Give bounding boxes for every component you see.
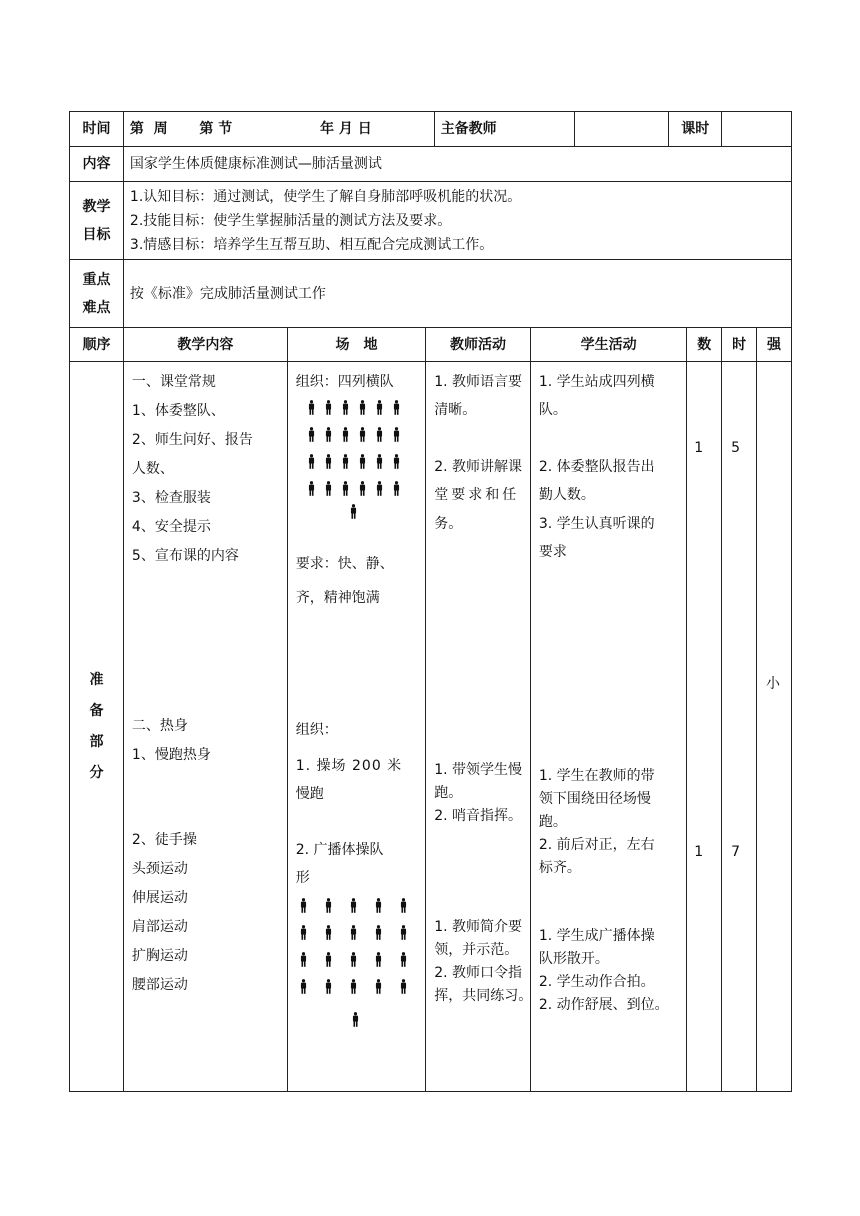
student-line: 2. 前后对正，左右 [538, 837, 655, 853]
student-figure-icon [325, 481, 332, 496]
student-line: 1. 学生站成四列横 [538, 374, 655, 390]
content-line: 2、师生问好、报告 [131, 432, 253, 448]
student-figure-icon [308, 400, 315, 415]
teacher-line: 务。 [434, 516, 463, 532]
objective-item: 2.技能目标：使学生掌握肺活量的测试方法及要求。 [129, 212, 452, 229]
intensity-cell [757, 362, 792, 1092]
teacher-line: 跑。 [434, 785, 463, 801]
venue-exercise-1: 2. 广播体操队 [295, 842, 384, 858]
content-row [70, 147, 792, 182]
content-line: 2、徒手操 [131, 832, 197, 848]
key-points-label [70, 260, 124, 328]
student-line: 标齐。 [538, 860, 581, 876]
key-points-label-line-1: 重点 [82, 271, 111, 288]
teacher-line: 1. 教师语言要 [434, 374, 523, 390]
content-line: 扩胸运动 [131, 948, 188, 964]
student-figure-icon [400, 898, 407, 913]
student-figure-icon [325, 925, 332, 940]
content-value: 国家学生体质健康标准测试—肺活量测试 [123, 147, 791, 182]
class-hours-value [722, 112, 792, 147]
student-figure-icon [376, 427, 383, 442]
lesson-plan-page [69, 111, 792, 1092]
student-figure-icon [393, 454, 400, 469]
teacher-line: 挥，共同练习。 [434, 988, 533, 1004]
student-line: 2. 体委整队报告出 [538, 459, 655, 475]
student-figure-icon [400, 979, 407, 994]
student-figure-icon [325, 979, 332, 994]
column-header-row [70, 328, 792, 362]
student-figure-icon [300, 952, 307, 967]
student-figure-icon [300, 979, 307, 994]
teacher-line: 1. 教师简介要 [434, 919, 523, 935]
student-figure-icon [308, 427, 315, 442]
student-figure-icon [375, 898, 382, 913]
objectives-row [70, 182, 792, 260]
student-figure-icon [393, 427, 400, 442]
student-figure-icon [342, 400, 349, 415]
student-figure-icon [342, 427, 349, 442]
student-figure-icon [393, 400, 400, 415]
count-value: 1 [694, 440, 704, 456]
objective-item: 3.情感目标：培养学生互帮互助、相互配合完成测试工作。 [129, 236, 494, 253]
student-figure-icon [375, 979, 382, 994]
student-figure-icon [375, 925, 382, 940]
header-row [70, 112, 792, 147]
student-figure-icon [376, 481, 383, 496]
column-content: 教学内容 [123, 328, 287, 362]
warmup-section-row [70, 362, 792, 1092]
teacher-activity-cell [426, 362, 531, 1092]
venue-org-1: 组织：四列横队 [295, 374, 394, 390]
content-line: 4、安全提示 [131, 519, 211, 535]
content-label: 内容 [70, 147, 124, 182]
column-intensity: 强 [757, 328, 792, 362]
student-figure-icon [325, 898, 332, 913]
objectives-list [123, 182, 791, 260]
section-label-char: 备 [89, 702, 104, 719]
student-figure-icon [300, 925, 307, 940]
student-figure-icon [359, 481, 366, 496]
objectives-label [70, 182, 124, 260]
student-figure-icon [350, 979, 357, 994]
student-line: 1. 学生成广播体操 [538, 928, 655, 944]
teacher-line: 领，并示范。 [434, 942, 519, 958]
venue-cell [287, 362, 425, 1092]
section-label [70, 362, 124, 1092]
teacher-line: 1. 带领学生慢 [434, 762, 523, 778]
objective-item: 1.认知目标：通过测试，使学生了解自身肺部呼吸机能的状况。 [129, 188, 522, 205]
student-line: 勤人数。 [538, 487, 595, 503]
content-line: 肩部运动 [131, 919, 188, 935]
date-cell [123, 112, 434, 147]
column-teacher: 教师活动 [426, 328, 531, 362]
teacher-line: 2. 哨音指挥。 [434, 808, 523, 824]
student-figure-icon [308, 454, 315, 469]
student-line: 跑。 [538, 814, 567, 830]
student-activity-cell [530, 362, 686, 1092]
content-warmup-list [132, 712, 211, 770]
teacher-line: 堂要求和任 [434, 487, 520, 503]
student-figure-icon [325, 427, 332, 442]
count-value: 1 [694, 844, 704, 860]
student-figure-icon [300, 898, 307, 913]
section-label-char: 分 [89, 764, 104, 781]
student-figure-icon [359, 400, 366, 415]
teacher-line: 清晰。 [434, 402, 477, 418]
column-order: 顺序 [70, 328, 124, 362]
content-line: 二、热身 [131, 718, 188, 734]
student-figure-icon [350, 952, 357, 967]
teacher-line: 2. 教师口令指 [434, 965, 523, 981]
student-figure-icon [350, 925, 357, 940]
student-line: 队形散开。 [538, 951, 609, 967]
column-venue: 场 地 [287, 328, 425, 362]
content-line: 头颈运动 [131, 861, 188, 877]
time-value: 7 [731, 844, 741, 860]
content-line: 1、慢跑热身 [131, 747, 211, 763]
student-figure-icon [342, 454, 349, 469]
column-count: 数 [687, 328, 722, 362]
intensity-value: 小 [766, 676, 781, 692]
column-time: 时 [722, 328, 757, 362]
class-hours-label: 课时 [669, 112, 722, 147]
student-figure-icon [359, 454, 366, 469]
section-label-char: 准 [89, 671, 104, 688]
student-line: 队。 [538, 402, 567, 418]
content-exercise-list [132, 826, 197, 1000]
student-figure-icon [325, 400, 332, 415]
key-points-row [70, 260, 792, 328]
time-cell [722, 362, 757, 1092]
student-figure-icon [359, 427, 366, 442]
lesson-plan-table [69, 111, 792, 1092]
content-line: 3、检查服装 [131, 490, 211, 506]
key-points-value: 按《标准》完成肺活量测试工作 [123, 260, 791, 328]
student-figure-icon [342, 481, 349, 496]
student-figure-icon [350, 898, 357, 913]
lead-teacher-label: 主备教师 [434, 112, 575, 147]
venue-run-2: 慢跑 [295, 786, 324, 802]
content-line: 腰部运动 [131, 977, 188, 993]
teaching-content-cell [123, 362, 287, 1092]
content-line: 5、宣布课的内容 [131, 548, 239, 564]
objectives-label-line-2: 目标 [82, 226, 111, 243]
lead-teacher-value [575, 112, 669, 147]
student-figure-icon [352, 1012, 359, 1027]
venue-requirement-1: 要求：快、静、 [295, 556, 394, 572]
student-figure-icon [325, 952, 332, 967]
student-figure-icon [308, 481, 315, 496]
student-line: 2. 学生动作合拍。 [538, 974, 655, 990]
section-label: 第 节 [199, 121, 233, 137]
student-figure-icon [393, 481, 400, 496]
count-cell [687, 362, 722, 1092]
section-label-char: 部 [89, 733, 104, 750]
time-label: 时间 [70, 112, 124, 147]
venue-exercise-2: 形 [295, 870, 310, 886]
content-line: 伸展运动 [131, 890, 188, 906]
student-line: 2. 动作舒展、到位。 [538, 997, 669, 1013]
student-line: 1. 学生在教师的带 [538, 768, 655, 784]
student-figure-icon [400, 952, 407, 967]
student-line: 领下围绕田径场慢 [538, 791, 651, 807]
venue-run-1: 1. 操场 200 米 [295, 758, 403, 774]
content-line: 一、课堂常规 [131, 374, 216, 390]
student-line: 3. 学生认真听课的 [538, 516, 655, 532]
date-label: 年 月 日 [320, 121, 372, 137]
student-figure-icon [350, 504, 357, 519]
teacher-line: 2. 教师讲解课 [434, 459, 523, 475]
venue-org-2: 组织： [295, 722, 338, 738]
column-student: 学生活动 [530, 328, 686, 362]
student-figure-icon [376, 454, 383, 469]
time-value: 5 [731, 440, 741, 456]
student-figure-icon [376, 400, 383, 415]
content-line: 1、体委整队、 [131, 403, 225, 419]
week-label: 第 周 [129, 121, 168, 137]
student-figure-icon [325, 454, 332, 469]
student-line: 要求 [538, 544, 567, 560]
student-figure-icon [375, 952, 382, 967]
content-line: 人数、 [131, 461, 174, 477]
objectives-label-line-1: 教学 [82, 198, 111, 215]
student-figure-icon [400, 925, 407, 940]
content-routine-list [132, 368, 253, 571]
key-points-label-line-2: 难点 [82, 299, 111, 316]
venue-requirement-2: 齐，精神饱满 [295, 590, 380, 606]
